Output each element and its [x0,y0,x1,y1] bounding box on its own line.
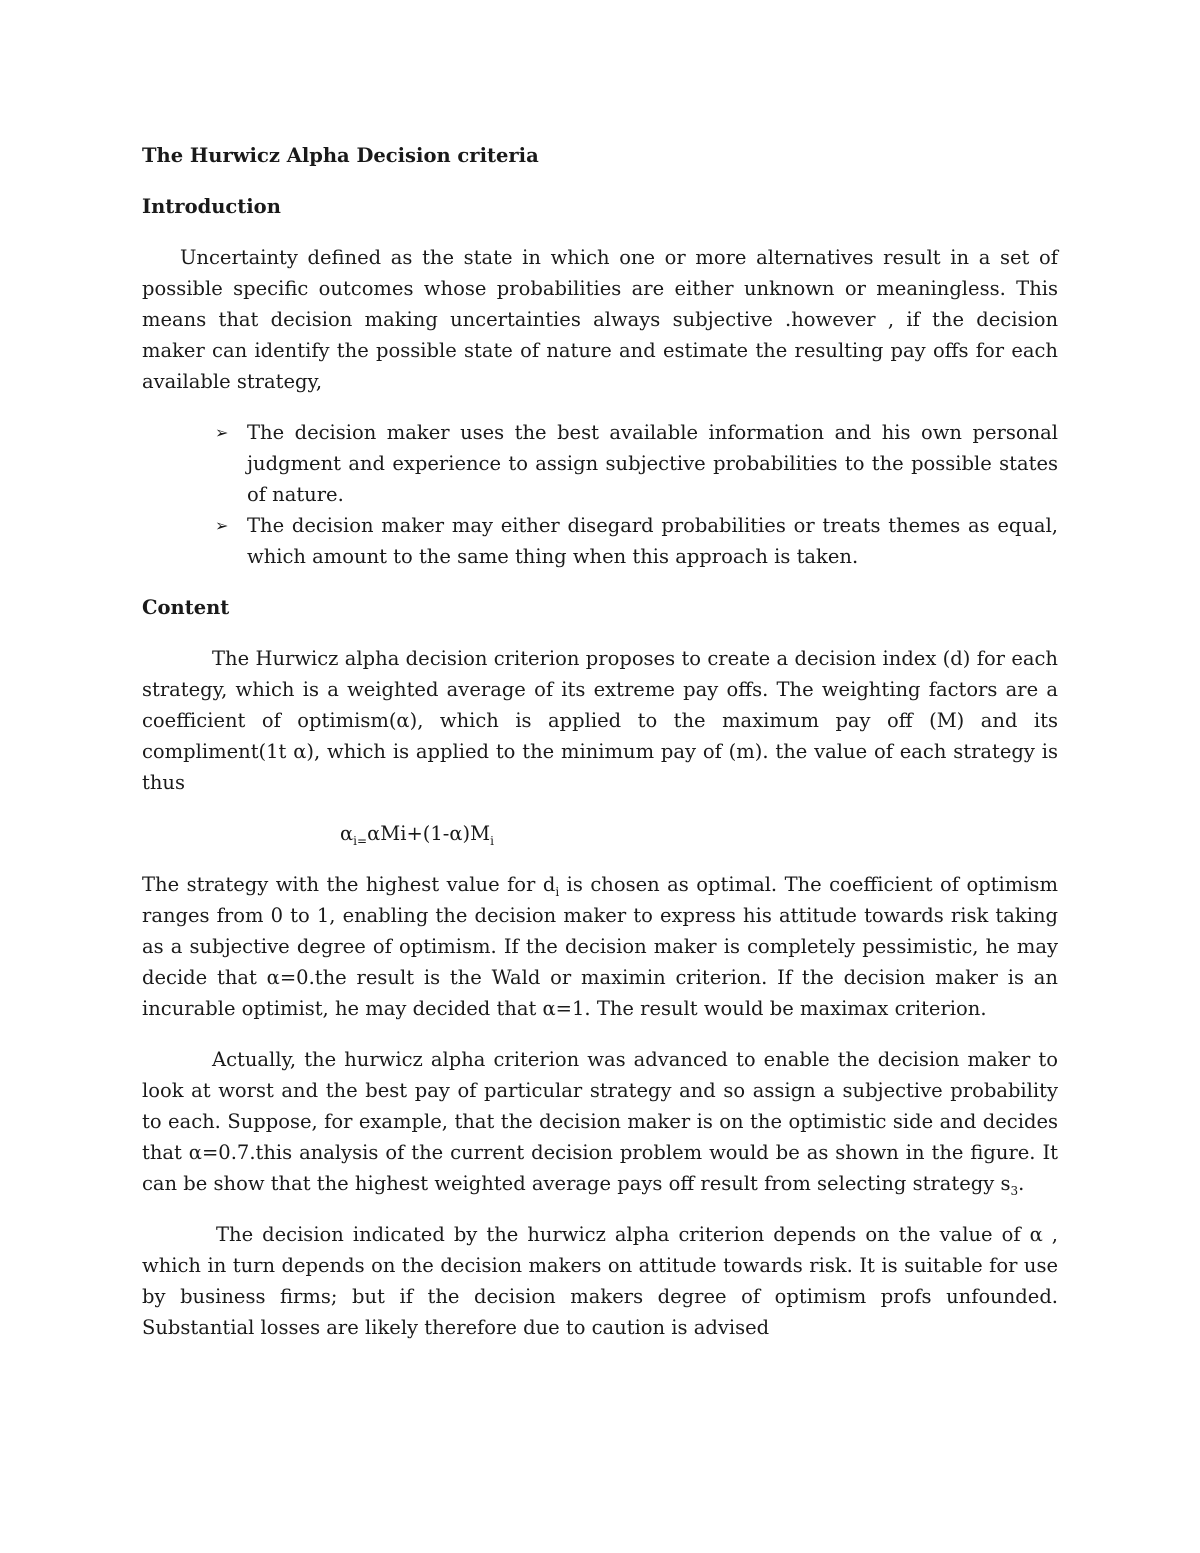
content-paragraph-3 [142,1044,1058,1199]
document-page [142,140,1058,1363]
hurwicz-formula [142,818,1058,849]
content-paragraph-4: The decision indicated by the hurwicz alpha criterion depends on the value of α , which in turn depends on the decision makers on attitude towards risk. It is suitable for use by business firms; but if the decision makers degree of optimism profs unfounded. Substantial losses are likely therefore due to caution is advised [142,1223,1058,1339]
paragraph-2-text-a: The strategy with the highest value for d [142,873,556,896]
content-paragraph-1: The Hurwicz alpha decision criterion proposes to create a decision index (d) for each strategy, which is a weighted average of its extreme pay offs. The weighting factors are a coefficient of optimism(α), which is applied to the maximum pay off (M) and its compliment(1t α), which is applied to the minimum pay of (m). the value of each strategy is thus [142,647,1058,794]
content-paragraph-2 [142,869,1058,1024]
arrow-bullet-icon: ➢ [215,516,229,535]
formula-alpha: α [340,822,354,845]
introduction-bullet-list [142,417,1058,572]
arrow-bullet-icon: ➢ [215,423,229,442]
list-item [215,417,1058,510]
formula-expression: αMi+(1-α)M [367,822,491,845]
formula-subscript-i: i [490,833,494,848]
paragraph-2-subscript: i [555,884,560,899]
introduction-paragraph: Uncertainty defined as the state in which one or more alternatives result in a set of possible specific outcomes whose probabilities are either unknown or meaningless. This means that decision making uncertainties always subjective .however , if the decision maker can identify the possible state of nature and estimate the resulting pay offs for each available strategy, [142,246,1058,393]
bullet-text: The decision maker uses the best available information and his own personal judgment and experience to assign subjective probabilities to the possible states of nature. [247,421,1058,506]
paragraph-2-text-b: is chosen as optimal. The coefficient of optimism ranges from 0 to 1, enabling the decision maker to express his attitude towards risk taking as a subjective degree of optimism. If the decision maker is completely pessimistic, he may decide that α=0.the result is the Wald or maximin criterion. If the decision maker is an incurable optimist, he may decided that α=1. The result would be maximax criterion. [142,873,1058,1020]
document-title: The Hurwicz Alpha Decision criteria [142,144,539,167]
paragraph-3-text-a: Actually, the hurwicz alpha criterion was advanced to enable the decision maker to look at worst and the best pay of particular strategy and so assign a subjective probability to each. Suppose, for example, that the decision maker is on the optimistic side and decides that α=0.7.this analysis of the current decision problem would be as shown in the figure. It can be show that the highest weighted average pays off result from selecting strategy s [142,1048,1058,1195]
paragraph-3-text-b: . [1018,1172,1025,1195]
list-item [215,510,1058,572]
content-heading: Content [142,596,230,619]
introduction-heading: Introduction [142,195,281,218]
bullet-text: The decision maker may either disegard probabilities or treats themes as equal, which amount to the same thing when this approach is taken. [247,514,1058,568]
formula-subscript-i-equals: i= [353,833,368,848]
paragraph-3-subscript: 3 [1010,1183,1019,1198]
